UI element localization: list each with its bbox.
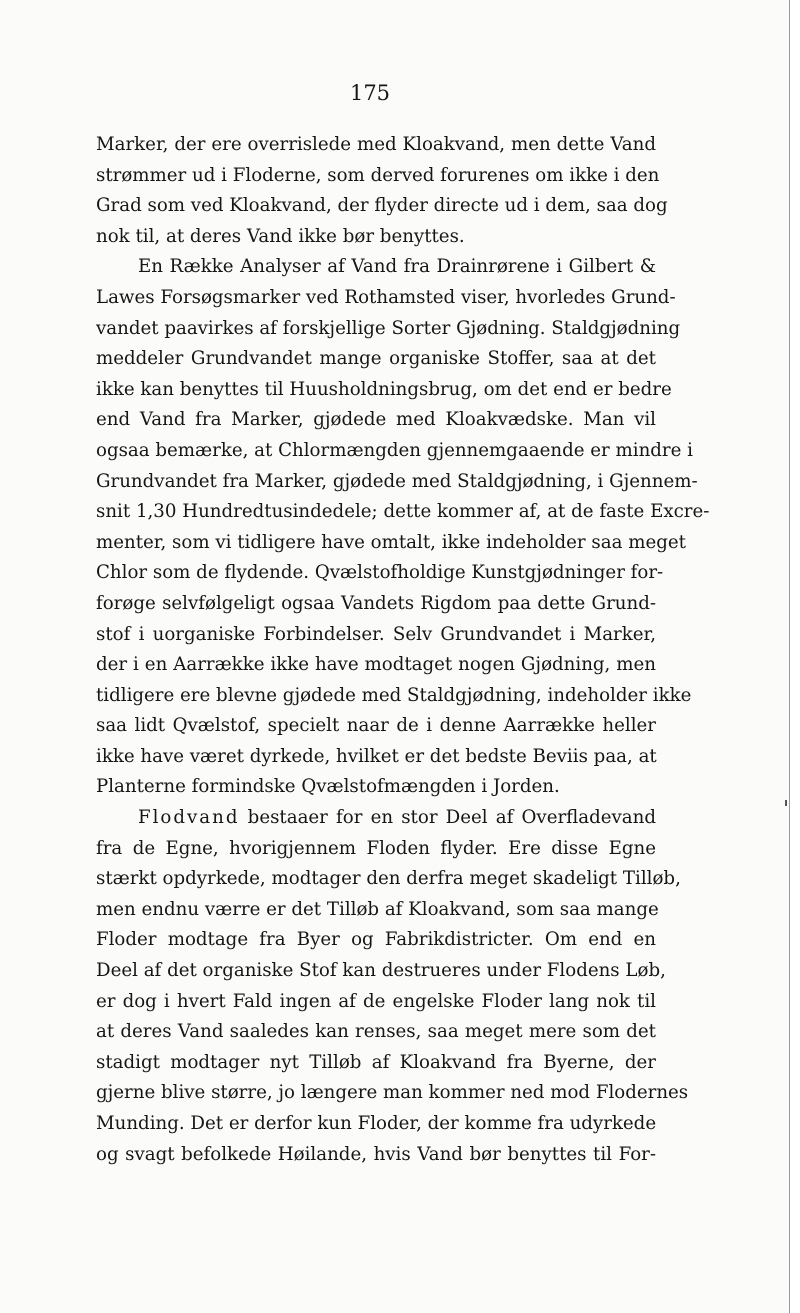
text-line: men endnu værre er det Tilløb af Kloakvand, som saa mange (96, 898, 659, 920)
text-line: snit 1,30 Hundredtusindedele; dette kommer af, at de faste Excre- (96, 501, 710, 523)
text-line: end Vand fra Marker, gjødede med Kloakvædske. Man vil (96, 409, 656, 431)
text-line: ikke have været dyrkede, hvilket er det bedste Beviis paa, at (96, 745, 657, 767)
text-line: der i en Aarrække ikke have modtaget nogen Gjødning, men (96, 654, 656, 676)
text-line: fra de Egne, hvorigjennem Floden flyder. Ere disse Egne (96, 837, 656, 859)
text-line: meddeler Grundvandet mange organiske Stoffer, saa at det (96, 348, 656, 370)
text-line: stadigt modtager nyt Tilløb af Kloakvand fra Byerne, der (96, 1051, 656, 1073)
text-line: ikke kan benyttes til Huusholdningsbrug, om det end er bedre (96, 378, 672, 400)
text-line: tidligere ere blevne gjødede med Staldgjødning, indeholder ikke (96, 684, 692, 706)
text-line: menter, som vi tidligere have omtalt, ikke indeholder saa meget (96, 531, 686, 553)
text-line: stærkt opdyrkede, modtager den derfra meget skadeligt Tilløb, (96, 868, 681, 890)
text-line: Grad som ved Kloakvand, der flyder directe ud i dem, saa dog (96, 195, 668, 217)
text-line: nok til, at deres Vand ikke bør benyttes. (96, 225, 465, 247)
text-line: Chlor som de flydende. Qvælstofholdige Kunstgjødninger for- (96, 562, 664, 584)
text-line: og svagt befolkede Høilande, hvis Vand bør benyttes til For- (96, 1143, 656, 1165)
text-line-rest: bestaaer for en stor Deel af Overfladevand (239, 807, 656, 829)
text-line: gjerne blive større, jo længere man kommer ned mod Flodernes (96, 1082, 689, 1104)
body-text (96, 130, 710, 1170)
text-line: Floder modtage fra Byer og Fabrikdistricter. Om end en (96, 929, 656, 951)
paragraph-3 (96, 803, 689, 1170)
text-line: strømmer ud i Floderne, som derved forurenes om ikke i den (96, 164, 660, 186)
margin-mark (785, 800, 787, 806)
text-line: forøge selvfølgeligt ogsaa Vandets Rigdom paa dette Grund- (96, 592, 656, 614)
text-line: vandet paavirkes af forskjellige Sorter Gjødning. Staldgjødning (96, 317, 681, 339)
text-line: Lawes Forsøgsmarker ved Rothamsted viser, hvorledes Grund- (96, 286, 676, 308)
text-line: ogsaa bemærke, at Chlormængden gjennemgaaende er mindre i (96, 439, 693, 461)
text-line: Deel af det organiske Stof kan destrueres under Flodens Løb, (96, 960, 666, 982)
text-line: En Række Analyser af Vand fra Drainrørene i Gilbert & (138, 256, 656, 278)
text-line: er dog i hvert Fald ingen af de engelske Floder lang nok til (96, 990, 656, 1012)
text-line: Grundvandet fra Marker, gjødede med Staldgjødning, i Gjennem- (96, 470, 698, 492)
text-line: saa lidt Qvælstof, specielt naar de i denne Aarrække heller (96, 715, 656, 737)
paragraph-2 (96, 252, 710, 803)
text-line: Marker, der ere overrislede med Kloakvand, men dette Vand (96, 134, 656, 155)
spaced-term: Flodvand (138, 807, 240, 829)
text-line: stof i uorganiske Forbindelser. Selv Grundvandet i Marker, (96, 623, 656, 645)
paragraph-1 (96, 130, 668, 252)
page-number: 175 (349, 81, 391, 105)
text-line: at deres Vand saaledes kan renses, saa meget mere som det (96, 1021, 656, 1043)
text-line: Planterne formindske Qvælstofmængden i Jorden. (96, 776, 560, 798)
text-line (96, 803, 656, 834)
text-line: Munding. Det er derfor kun Floder, der komme fra udyrkede (96, 1113, 657, 1134)
